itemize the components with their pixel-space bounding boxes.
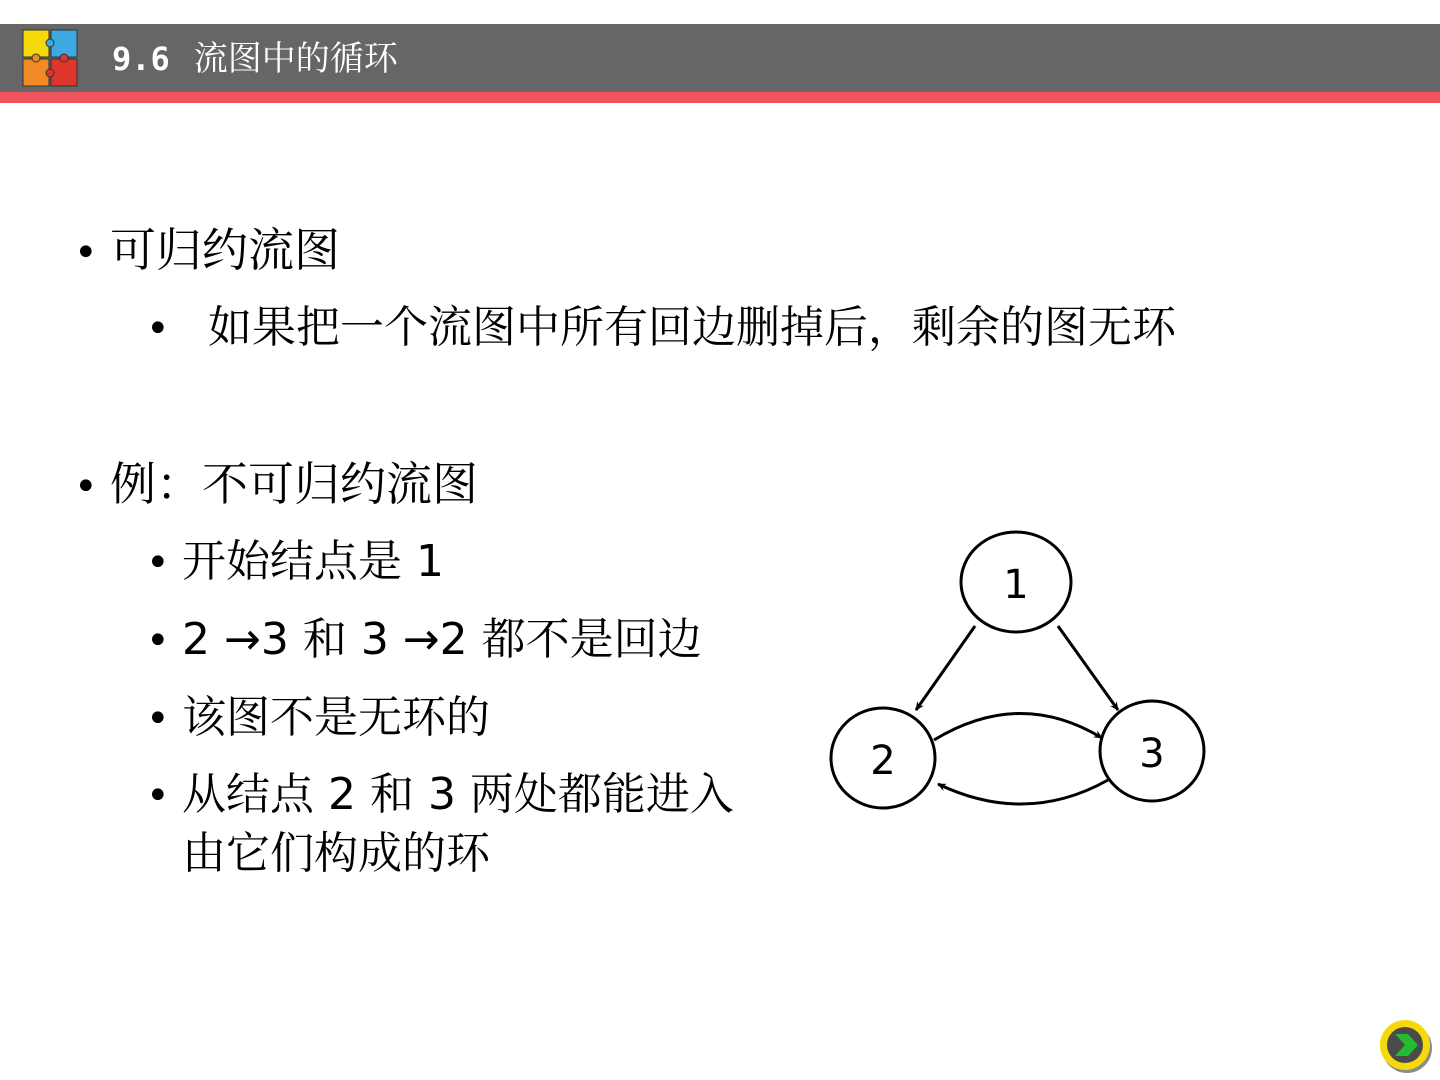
bullet-dot: • [146,696,170,742]
bullet-dot: • [74,230,98,276]
bullet-dot: • [146,306,170,352]
bullet-subitem-start-node [146,534,444,590]
bullet-text: 例：不可归约流图 [110,457,478,511]
graph-node-2 [831,708,935,808]
bullet-item-example [74,456,478,512]
next-slide-button[interactable] [1376,1016,1434,1074]
graph-node-3 [1100,701,1204,801]
section-title: 流图中的循环 [193,39,398,79]
bullet-dot: • [146,618,170,664]
flow-graph-diagram [820,520,1220,820]
edge-3-to-2 [938,780,1108,804]
bullet-subitem-entry [146,766,734,883]
bullet-text-line1: 从结点 2 和 3 两处都能进入 [182,769,734,820]
bullet-subitem-edges [146,612,702,668]
node-label: 1 [1003,562,1029,608]
bullet-text: 该图不是无环的 [182,692,490,743]
graph-node-1 [961,532,1071,632]
header-accent-line [0,92,1440,103]
edge-1-to-2 [916,626,975,710]
slide-title [112,36,398,82]
edge-2-to-3 [934,713,1102,740]
bullet-subitem-not-acyclic [146,690,490,746]
node-label: 3 [1139,731,1165,777]
puzzle-logo-icon [22,29,78,87]
bullet-dot: • [146,773,170,819]
bullet-dot: • [146,540,170,586]
bullet-subitem-definition [146,300,1176,356]
bullet-text: 如果把一个流图中所有回边删掉后，剩余的图无环 [208,302,1176,353]
node-label: 2 [870,738,896,784]
bullet-item-reducible [74,222,340,278]
bullet-text: 可归约流图 [110,223,340,277]
section-number: 9.6 [112,40,170,78]
bullet-dot: • [74,464,98,510]
edge-1-to-3 [1058,626,1118,710]
bullet-text: 开始结点是 1 [182,536,444,587]
bullet-text: 2 →3 和 3 →2 都不是回边 [182,614,702,665]
bullet-text-line2: 由它们构成的环 [182,828,490,879]
